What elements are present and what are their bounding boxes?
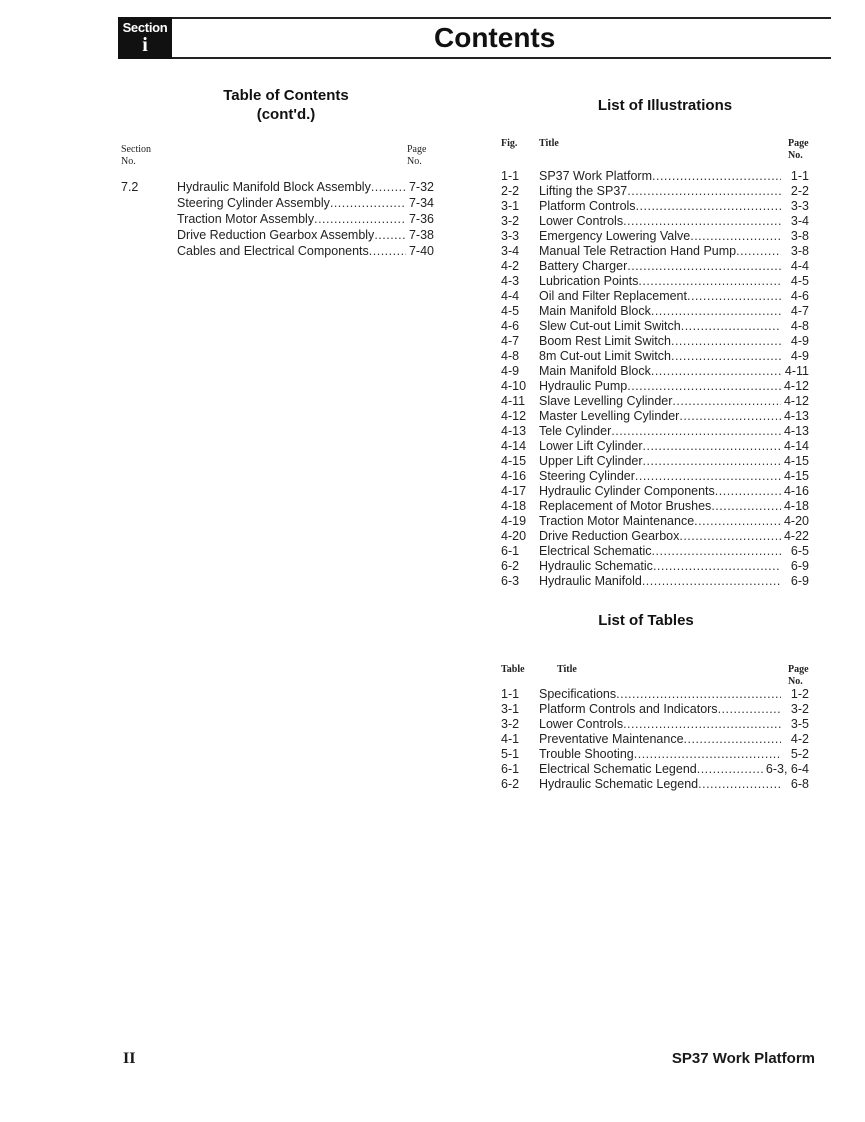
header-rule-bottom [118, 57, 831, 59]
list-item [501, 199, 809, 214]
list-item [501, 184, 809, 199]
item-title: SP37 Work Platform [539, 169, 653, 183]
list-item [501, 687, 809, 702]
item-title: Lubrication Points [539, 274, 639, 288]
item-page: 7-38 [408, 228, 434, 242]
item-number: 1-1 [501, 169, 520, 183]
item-page: 3-4 [790, 214, 809, 228]
dot-leader [652, 544, 781, 559]
list-item [501, 439, 809, 454]
list-item [501, 394, 809, 409]
toc-heading-line1: Table of Contents [223, 87, 349, 104]
item-page: 4-12 [783, 394, 809, 408]
item-title-wrap [177, 179, 406, 195]
item-number: 4-14 [501, 439, 527, 453]
dot-leader [636, 199, 781, 214]
item-title: Steering Cylinder Assembly [177, 196, 330, 210]
dot-leader [671, 349, 781, 364]
item-page: 7-36 [408, 212, 434, 226]
list-item [121, 179, 434, 195]
item-number: 1-1 [501, 687, 520, 701]
item-page: 5-2 [790, 747, 809, 761]
item-title: Main Manifold Block [539, 304, 651, 318]
item-title-wrap [177, 227, 406, 243]
dot-leader [634, 747, 781, 762]
item-title-wrap [539, 184, 781, 199]
item-title-wrap [539, 169, 781, 184]
item-title-wrap [177, 243, 406, 259]
list-item [501, 274, 809, 289]
list-item [501, 499, 809, 514]
item-page: 3-2 [790, 702, 809, 716]
item-title: Tele Cylinder [539, 424, 612, 438]
item-number: 4-3 [501, 274, 520, 288]
item-number: 6-1 [501, 544, 520, 558]
item-title: Traction Motor Assembly [177, 212, 315, 226]
item-page: 6-3, 6-4 [765, 762, 809, 776]
item-title: Manual Tele Retraction Hand Pump [539, 244, 737, 258]
item-page: 4-22 [783, 529, 809, 543]
item-number: 3-3 [501, 229, 520, 243]
item-title-wrap [539, 484, 781, 499]
list-item [501, 379, 809, 394]
list-item [501, 717, 809, 732]
dot-leader [643, 439, 781, 454]
item-title: Platform Controls and Indicators [539, 702, 718, 716]
section-badge [118, 17, 172, 59]
list-item [501, 747, 809, 762]
toc-col-page-label: Page [407, 144, 427, 155]
dot-leader [314, 211, 406, 227]
item-title-wrap [539, 454, 781, 469]
item-number: 6-3 [501, 574, 520, 588]
item-title-wrap [539, 394, 781, 409]
item-title-wrap [539, 762, 763, 777]
illustrations-col-page [788, 138, 809, 162]
item-title: Master Levelling Cylinder [539, 409, 680, 423]
list-item [501, 229, 809, 244]
item-number: 3-1 [501, 199, 520, 213]
toc-col-section [121, 144, 151, 168]
item-number: 4-8 [501, 349, 520, 363]
item-number: 4-13 [501, 424, 527, 438]
dot-leader [651, 364, 781, 379]
dot-leader [642, 574, 781, 589]
list-item [501, 409, 809, 424]
item-page: 7-32 [408, 180, 434, 194]
item-title-wrap [539, 514, 781, 529]
item-title: Drive Reduction Gearbox Assembly [177, 228, 375, 242]
item-page: 4-4 [790, 259, 809, 273]
item-title: Hydraulic Cylinder Components [539, 484, 715, 498]
item-title-wrap [539, 304, 781, 319]
item-title: Drive Reduction Gearbox [539, 529, 680, 543]
item-number: 7.2 [121, 180, 139, 194]
item-title-wrap [539, 574, 781, 589]
item-title-wrap [539, 544, 781, 559]
dot-leader [627, 184, 781, 199]
dot-leader [698, 777, 781, 792]
dot-leader [690, 229, 781, 244]
item-page: 4-2 [790, 732, 809, 746]
dot-leader [623, 717, 781, 732]
item-title: Specifications [539, 687, 617, 701]
item-page: 4-5 [790, 274, 809, 288]
toc-col-section-no: No. [121, 156, 136, 167]
dot-leader [330, 195, 406, 211]
item-title: Slew Cut-out Limit Switch [539, 319, 681, 333]
dot-leader [623, 214, 781, 229]
dot-leader [653, 559, 781, 574]
item-page: 4-15 [783, 469, 809, 483]
item-number: 4-18 [501, 499, 527, 513]
dot-leader [374, 227, 406, 243]
item-page: 1-2 [790, 687, 809, 701]
dot-leader [679, 529, 781, 544]
dot-leader [715, 484, 781, 499]
illustrations-col-fig: Fig. [501, 138, 518, 149]
item-page: 4-9 [790, 349, 809, 363]
item-title-wrap [539, 274, 781, 289]
dot-leader [651, 304, 781, 319]
toc-col-page-no: No. [407, 156, 422, 167]
dot-leader [627, 259, 781, 274]
item-page: 4-9 [790, 334, 809, 348]
item-number: 4-9 [501, 364, 520, 378]
list-item [501, 289, 809, 304]
item-number: 4-5 [501, 304, 520, 318]
list-item [501, 702, 809, 717]
list-item [501, 514, 809, 529]
list-item [501, 544, 809, 559]
item-title: Hydraulic Schematic Legend [539, 777, 699, 791]
item-number: 6-2 [501, 777, 520, 791]
dot-leader [371, 179, 406, 195]
dot-leader [681, 319, 781, 334]
item-title-wrap [539, 777, 781, 792]
dot-leader [638, 274, 781, 289]
list-item [501, 169, 809, 184]
item-title: Steering Cylinder [539, 469, 635, 483]
item-title: Emergency Lowering Valve [539, 229, 691, 243]
dot-leader [697, 762, 763, 777]
header-rule-top [118, 17, 831, 19]
item-page: 4-13 [783, 409, 809, 423]
item-number: 3-4 [501, 244, 520, 258]
dot-leader [694, 514, 781, 529]
list-item [501, 424, 809, 439]
item-number: 4-11 [501, 394, 526, 408]
dot-leader [711, 499, 781, 514]
dot-leader [643, 454, 781, 469]
item-number: 5-1 [501, 747, 520, 761]
item-title-wrap [539, 687, 781, 702]
item-title-wrap [177, 195, 406, 211]
list-item [501, 454, 809, 469]
item-title: Battery Charger [539, 259, 628, 273]
toc-list [121, 179, 434, 259]
item-title-wrap [539, 747, 781, 762]
dot-leader [611, 424, 781, 439]
list-item [501, 244, 809, 259]
list-item [121, 227, 434, 243]
item-title: Upper Lift Cylinder [539, 454, 643, 468]
item-number: 4-1 [501, 732, 520, 746]
item-page: 4-6 [790, 289, 809, 303]
dot-leader [627, 379, 781, 394]
illustrations-col-title: Title [539, 138, 559, 149]
list-item [501, 259, 809, 274]
list-item [121, 243, 434, 259]
item-title-wrap [539, 559, 781, 574]
item-title-wrap [539, 319, 781, 334]
list-item [501, 777, 809, 792]
item-page: 4-8 [790, 319, 809, 333]
page-title: Contents [434, 22, 556, 53]
item-title-wrap [177, 211, 406, 227]
item-page: 4-15 [783, 454, 809, 468]
dot-leader [718, 702, 781, 717]
item-title-wrap [539, 499, 781, 514]
item-title: Preventative Maintenance [539, 732, 684, 746]
item-number: 3-1 [501, 702, 520, 716]
item-number: 6-2 [501, 559, 520, 573]
item-title: Cables and Electrical Components [177, 244, 369, 258]
list-item [501, 214, 809, 229]
footer-product-name: SP37 Work Platform [671, 1050, 815, 1067]
item-title: Lower Controls [539, 717, 624, 731]
toc-heading-line2: (cont'd.) [256, 106, 316, 123]
item-page: 4-20 [783, 514, 809, 528]
tables-col-table: Table [501, 664, 525, 675]
item-number: 4-15 [501, 454, 527, 468]
item-number: 4-20 [501, 529, 527, 543]
item-title-wrap [539, 717, 781, 732]
list-item [121, 195, 434, 211]
item-title: Platform Controls [539, 199, 636, 213]
illustrations-col-page-no: No. [788, 150, 803, 161]
item-page: 4-11 [784, 364, 809, 378]
item-page: 6-8 [790, 777, 809, 791]
item-number: 4-4 [501, 289, 520, 303]
dot-leader [652, 169, 781, 184]
tables-col-page-label: Page [788, 664, 809, 675]
item-title-wrap [539, 529, 781, 544]
toc-col-section-label: Section [121, 144, 151, 155]
toc-heading [200, 86, 372, 124]
item-title: Trouble Shooting [539, 747, 634, 761]
dot-leader [687, 289, 781, 304]
item-number: 4-2 [501, 259, 520, 273]
list-item [501, 762, 809, 777]
illustrations-col-page-label: Page [788, 138, 809, 149]
item-number: 4-12 [501, 409, 527, 423]
item-page: 4-12 [783, 379, 809, 393]
item-title-wrap [539, 229, 781, 244]
item-number: 4-17 [501, 484, 527, 498]
item-title-wrap [539, 214, 781, 229]
list-item [501, 304, 809, 319]
item-page: 4-7 [790, 304, 809, 318]
item-title-wrap [539, 439, 781, 454]
item-number: 4-7 [501, 334, 520, 348]
item-number: 3-2 [501, 717, 520, 731]
item-number: 4-19 [501, 514, 527, 528]
list-item [121, 211, 434, 227]
item-number: 4-16 [501, 469, 527, 483]
tables-col-page [788, 664, 809, 688]
item-title-wrap [539, 364, 781, 379]
item-title: Lifting the SP37 [539, 184, 628, 198]
list-item [501, 559, 809, 574]
list-item [501, 349, 809, 364]
item-page: 3-8 [790, 244, 809, 258]
item-title-wrap [539, 334, 781, 349]
item-title: Hydraulic Pump [539, 379, 628, 393]
item-title: Slave Levelling Cylinder [539, 394, 673, 408]
tables-col-title: Title [557, 664, 577, 675]
footer-page-number: II [123, 1050, 136, 1067]
item-page: 1-1 [790, 169, 809, 183]
item-title-wrap [539, 259, 781, 274]
item-title: Replacement of Motor Brushes [539, 499, 712, 513]
dot-leader [672, 394, 781, 409]
item-page: 4-13 [783, 424, 809, 438]
item-number: 4-6 [501, 319, 520, 333]
item-page: 7-34 [408, 196, 434, 210]
item-number: 2-2 [501, 184, 520, 198]
item-page: 7-40 [408, 244, 434, 258]
item-title-wrap [539, 289, 781, 304]
item-title: Main Manifold Block [539, 364, 651, 378]
item-title-wrap [539, 469, 781, 484]
list-item [501, 574, 809, 589]
item-page: 4-18 [783, 499, 809, 513]
dot-leader [369, 243, 406, 259]
list-item [501, 364, 809, 379]
item-number: 4-10 [501, 379, 527, 393]
illustrations-heading: List of Illustrations [597, 97, 733, 114]
dot-leader [736, 244, 781, 259]
item-title: Hydraulic Manifold Block Assembly [177, 180, 371, 194]
item-title-wrap [539, 199, 781, 214]
item-title-wrap [539, 244, 781, 259]
item-title-wrap [539, 424, 781, 439]
section-badge-label: Section [122, 20, 168, 35]
item-title: Oil and Filter Replacement [539, 289, 687, 303]
item-page: 6-9 [790, 574, 809, 588]
list-item [501, 334, 809, 349]
list-item [501, 319, 809, 334]
item-page: 6-9 [790, 559, 809, 573]
item-title: Traction Motor Maintenance [539, 514, 695, 528]
dot-leader [679, 409, 781, 424]
dot-leader [671, 334, 781, 349]
item-page: 6-5 [790, 544, 809, 558]
section-badge-number: i [142, 34, 148, 56]
dot-leader [635, 469, 781, 484]
item-title: Hydraulic Schematic [539, 559, 653, 573]
item-page: 3-3 [790, 199, 809, 213]
item-title: Lower Controls [539, 214, 624, 228]
item-page: 3-5 [790, 717, 809, 731]
item-number: 3-2 [501, 214, 520, 228]
list-item [501, 529, 809, 544]
item-page: 4-14 [783, 439, 809, 453]
item-title-wrap [539, 409, 781, 424]
item-title-wrap [539, 702, 781, 717]
tables-list [501, 687, 809, 792]
list-item [501, 469, 809, 484]
toc-col-page [407, 144, 426, 168]
item-number: 6-1 [501, 762, 520, 776]
item-title: Boom Rest Limit Switch [539, 334, 671, 348]
item-title: 8m Cut-out Limit Switch [539, 349, 671, 363]
item-title-wrap [539, 349, 781, 364]
item-title: Hydraulic Manifold [539, 574, 642, 588]
item-title: Electrical Schematic Legend [539, 762, 697, 776]
tables-heading: List of Tables [598, 612, 694, 629]
illustrations-list [501, 169, 809, 589]
list-item [501, 732, 809, 747]
item-title-wrap [539, 379, 781, 394]
item-title-wrap [539, 732, 781, 747]
item-title: Lower Lift Cylinder [539, 439, 643, 453]
dot-leader [616, 687, 781, 702]
dot-leader [684, 732, 781, 747]
tables-col-page-no: No. [788, 676, 803, 687]
list-item [501, 484, 809, 499]
item-page: 4-16 [783, 484, 809, 498]
item-page: 2-2 [790, 184, 809, 198]
item-page: 3-8 [790, 229, 809, 243]
item-title: Electrical Schematic [539, 544, 652, 558]
